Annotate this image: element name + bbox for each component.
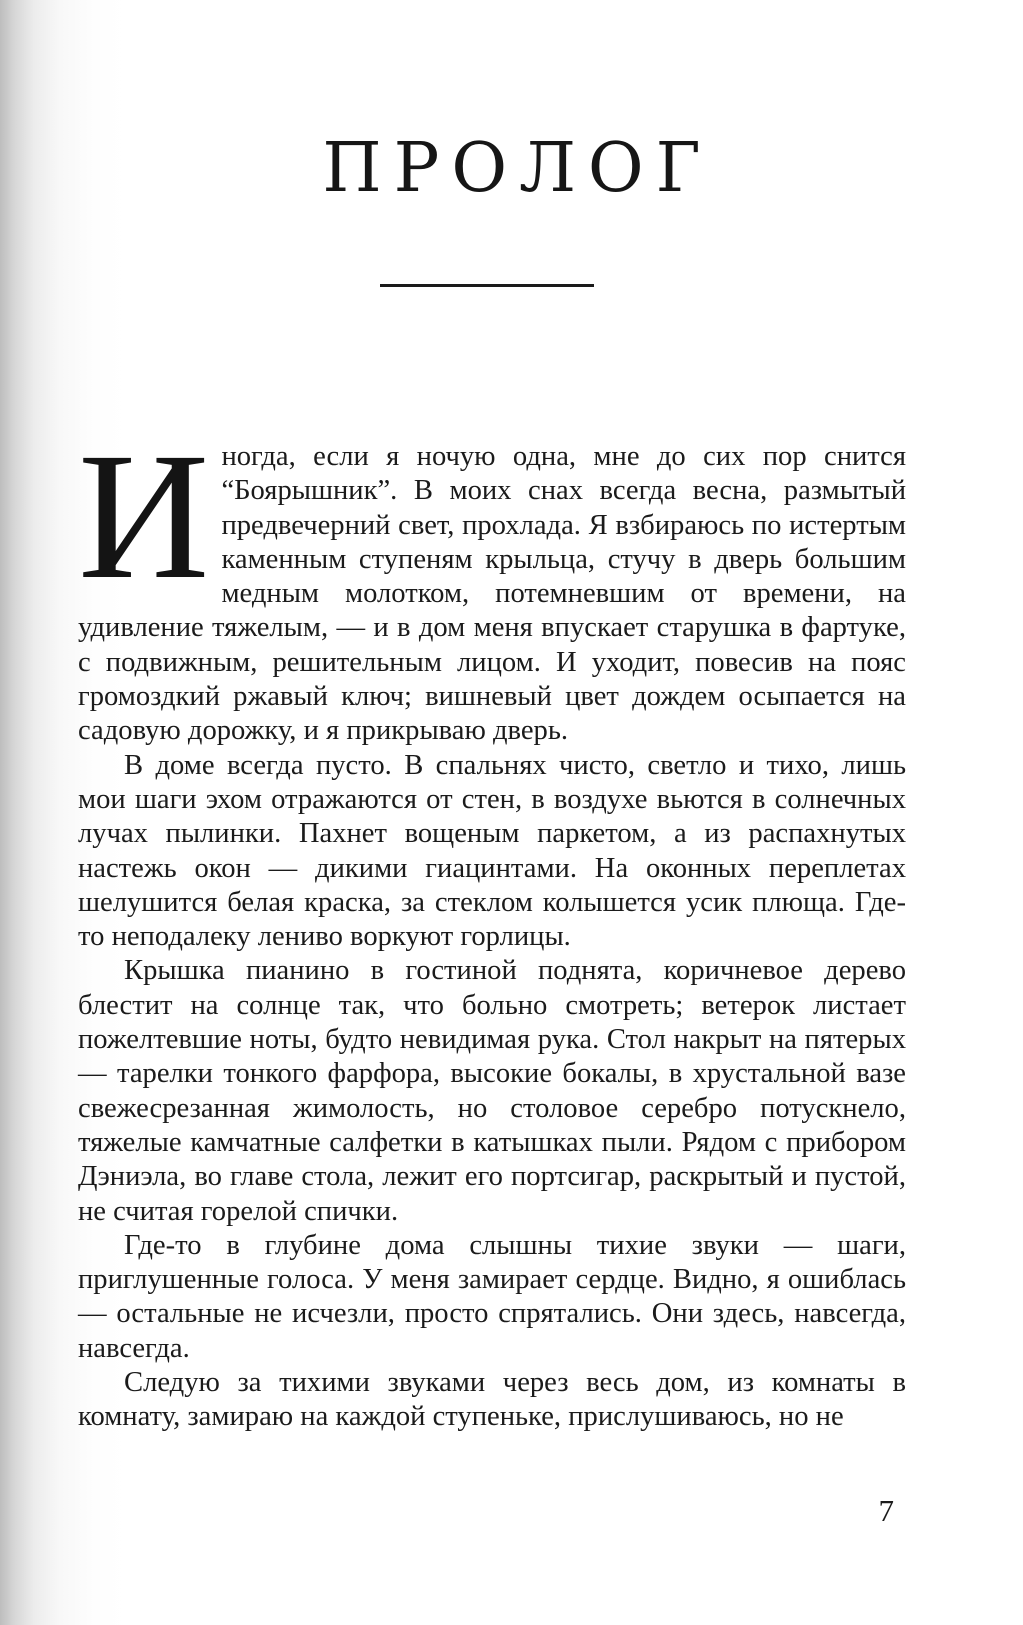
- paragraph: Следую за тихими звуками через весь дом, из комнаты в комнату, замираю на каждой ступеньке, прислушиваюсь, но не: [78, 1367, 906, 1433]
- body-text: [78, 416, 906, 1435]
- paragraph: В доме всегда пусто. В спальнях чисто, светло и тихо, лишь мои шаги эхом отражаются от стен, в воздухе вьются в солнечных лучах пылинки. Пахнет вощеным паркетом, а из распахнутых настежь окон — дикими гиацинтами. На оконных переплетах шелушится белая краска, за стеклом колышется усик плюща. Где-то неподалеку лениво воркуют горлицы.: [78, 749, 906, 953]
- title-underline: [380, 284, 594, 287]
- paragraph-text: ногда, если я ночую одна, мне до сих пор снится “Боярышник”. В моих снах всегда весна, размытый предвечерний свет, прохлада. Я взбираюсь по истертым каменным ступеням крыльца, стучу в дверь большим медным молотком, потемневшим от времени, на удивление тяжелым, — и в дом меня впускает старушка в фартуке, с подвижным, решительным лицом. И уходит, повесив на пояс громоздкий ржавый ключ; вишневый цвет дождем осыпается на садовую дорожку, и я прикрываю дверь.: [78, 441, 906, 747]
- page-number: 7: [878, 1493, 894, 1528]
- paragraph: Крышка пианино в гостиной поднята, коричневое дерево блестит на солнце так, что больно смотреть; ветерок листает пожелтевшие ноты, будто невидимая рука. Стол накрыт на пятерых — тарелки тонкого фарфора, высокие бокалы, в хрустальной вазе свежесрезанная жимолость, но столовое серебро потускнело, тяжелые камчатные салфетки в катышках пыли. Рядом с прибором Дэниэла, во главе стола, лежит его портсигар, раскрытый и пустой, не считая горелой спички.: [78, 955, 906, 1227]
- paragraph: [78, 416, 906, 749]
- chapter-title: ПРОЛОГ: [322, 129, 713, 208]
- paragraph: Где-то в глубине дома слышны тихие звуки — шаги, приглушенные голоса. У меня замирает сердце. Видно, я ошиблась — остальные не исчезли, просто спрятались. Они здесь, навсегда, навсегда.: [78, 1229, 906, 1364]
- drop-cap: И: [78, 416, 210, 617]
